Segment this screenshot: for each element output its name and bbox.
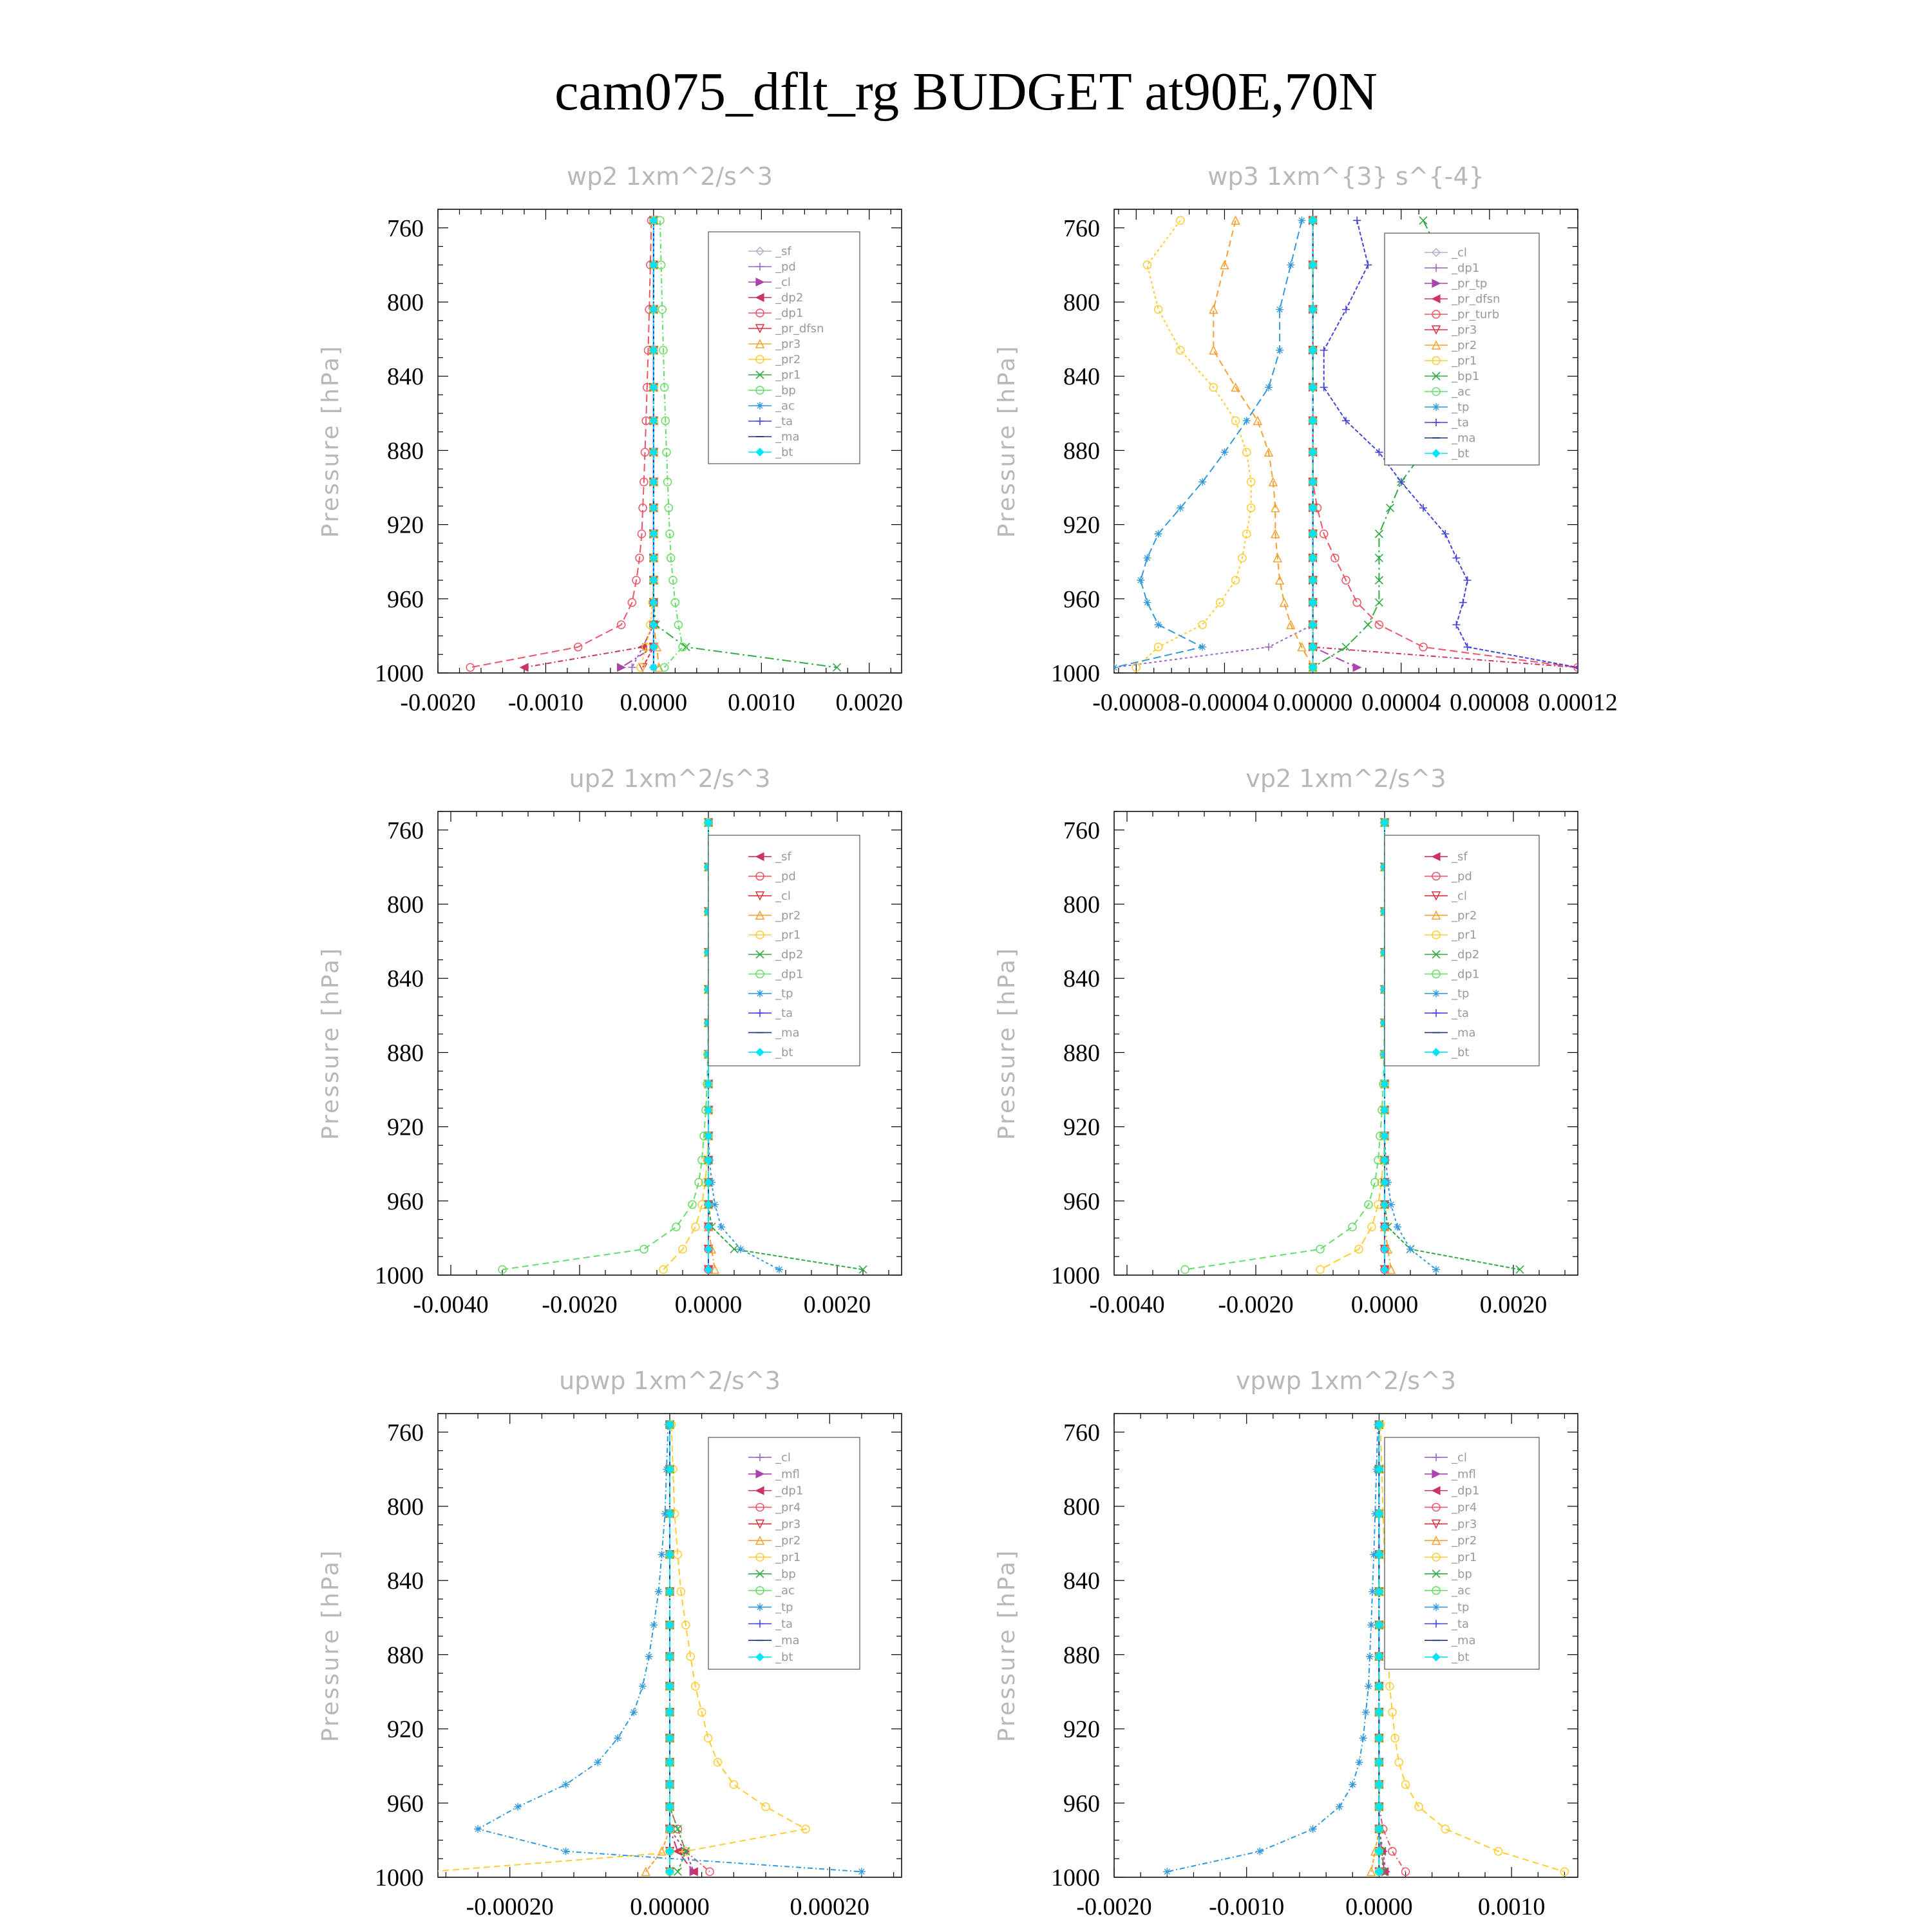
legend-label: _pr3	[1452, 1517, 1477, 1531]
data-point	[1276, 306, 1283, 314]
x-tick-label: -0.00008	[1092, 689, 1180, 716]
data-point	[1394, 1223, 1401, 1231]
data-point	[858, 1868, 866, 1875]
data-point	[1110, 663, 1118, 671]
data-point	[1365, 1682, 1372, 1690]
legend-label: _pr_dfsn	[775, 322, 824, 336]
y-tick-label: 800	[387, 289, 424, 316]
y-tick-label: 960	[387, 585, 424, 613]
y-tick-label: 960	[387, 1790, 424, 1817]
x-tick-label: -0.0020	[400, 689, 476, 716]
y-tick-label: 800	[387, 891, 424, 918]
series-dp1	[1110, 216, 1317, 671]
y-tick-label: 760	[1063, 214, 1100, 242]
data-point	[730, 1781, 737, 1788]
data-point	[630, 1709, 638, 1716]
panel-title: upwp 1xm^2/s^3	[559, 1367, 781, 1395]
data-point	[1366, 1653, 1374, 1660]
figure-title: cam075_dflt_rg BUDGET at90E,70N	[554, 62, 1378, 122]
legend-label: _tp	[775, 1600, 793, 1615]
data-point	[1353, 663, 1361, 671]
series-tp	[1110, 216, 1305, 671]
legend-label: _dp2	[1452, 948, 1480, 961]
series-bt	[1309, 216, 1317, 671]
data-point	[1298, 216, 1305, 224]
series-line	[1167, 1425, 1378, 1871]
legend-label: _mfl	[1452, 1467, 1476, 1481]
series-line	[502, 822, 708, 1269]
legend-label: _cl	[1452, 889, 1467, 903]
data-point	[650, 1621, 658, 1629]
y-tick-label: 960	[387, 1188, 424, 1215]
y-tick-label: 800	[1063, 1493, 1100, 1520]
y-tick-label: 960	[1063, 1790, 1100, 1817]
legend	[1385, 1437, 1539, 1669]
data-point	[1181, 1265, 1189, 1273]
legend-label: _tp	[775, 987, 793, 1001]
legend-label: _pr1	[1452, 928, 1477, 942]
legend-label: _pr2	[1452, 1534, 1477, 1548]
data-point	[1452, 621, 1460, 629]
y-tick-label: 760	[387, 1419, 424, 1446]
legend-label: _ma	[775, 430, 800, 444]
series-line	[1136, 220, 1251, 667]
y-tick-label: 880	[1063, 1642, 1100, 1669]
legend-label: _ta	[775, 415, 793, 428]
data-point	[1256, 1848, 1264, 1855]
legend-label: _ma	[1452, 1634, 1476, 1648]
legend-label: _sf	[775, 850, 791, 864]
legend-label: _pr2	[1452, 909, 1477, 923]
series-bp	[656, 216, 687, 671]
data-point	[1452, 554, 1460, 562]
data-point	[1243, 417, 1251, 424]
legend-label: _pr1	[1452, 1551, 1477, 1564]
legend-label: _pr1	[775, 368, 801, 382]
legend	[708, 835, 860, 1066]
legend-label: _dp1	[775, 1484, 804, 1498]
y-axis-label: Pressure [hPa]	[994, 344, 1020, 538]
legend-label: _cl	[1452, 246, 1467, 260]
x-tick-label: 0.00012	[1538, 689, 1618, 716]
x-tick-label: 0.00020	[790, 1893, 870, 1920]
y-tick-label: 920	[1063, 511, 1100, 539]
legend-label: _ma	[1452, 431, 1476, 445]
legend-label: _pd	[1452, 869, 1472, 884]
data-point	[1316, 1245, 1324, 1253]
y-axis-label: Pressure [hPa]	[317, 344, 344, 538]
legend-label: _pd	[775, 260, 796, 274]
x-tick-label: -0.0040	[1089, 1291, 1165, 1318]
x-tick-label: -0.0040	[413, 1291, 489, 1318]
data-point	[1353, 599, 1361, 607]
x-tick-label: 0.00008	[1450, 689, 1530, 716]
x-tick-label: 0.0020	[835, 689, 904, 716]
data-point	[1406, 1245, 1414, 1253]
y-tick-label: 840	[1063, 1567, 1100, 1595]
data-point	[1198, 621, 1206, 629]
legend	[1385, 233, 1539, 465]
data-point	[628, 663, 636, 671]
legend-label: _dp1	[1452, 261, 1480, 275]
legend-label: _cl	[775, 276, 791, 289]
data-point	[1336, 1803, 1343, 1811]
x-tick-label: 0.0000	[620, 689, 688, 716]
data-point	[618, 663, 625, 671]
legend-label: _bp	[1452, 1567, 1472, 1581]
y-tick-label: 1000	[1051, 1864, 1100, 1891]
data-point	[1155, 530, 1162, 538]
data-point	[1368, 1223, 1376, 1231]
data-point	[1464, 643, 1472, 651]
y-tick-label: 880	[1063, 1039, 1100, 1067]
legend-label: _bt	[1452, 1045, 1470, 1059]
legend-marker	[1432, 990, 1440, 998]
data-point	[1432, 1265, 1440, 1273]
legend-label: _dp1	[1452, 1484, 1480, 1498]
chart-panel-2	[994, 162, 1618, 716]
x-tick-label: 0.0010	[1477, 1893, 1546, 1920]
legend-label: _ta	[775, 1007, 793, 1021]
x-tick-label: -0.0020	[1076, 1893, 1152, 1920]
data-point	[562, 1848, 570, 1855]
y-tick-label: 840	[387, 965, 424, 993]
legend-label: _ma	[775, 1634, 800, 1648]
data-point	[658, 1551, 666, 1558]
legend-label: _ta	[1452, 1617, 1470, 1631]
x-tick-label: 0.0000	[1345, 1893, 1413, 1920]
y-tick-label: 840	[1063, 965, 1100, 993]
data-point	[1419, 643, 1427, 651]
data-point	[1143, 599, 1151, 607]
data-point	[1163, 1868, 1171, 1875]
legend-label: _ta	[1452, 416, 1470, 430]
data-point	[672, 1223, 680, 1231]
data-point	[426, 1868, 434, 1875]
y-tick-label: 1000	[375, 1864, 424, 1891]
y-tick-label: 760	[1063, 1419, 1100, 1446]
legend	[708, 1437, 860, 1669]
y-tick-label: 880	[387, 1039, 424, 1067]
series-line	[470, 220, 651, 667]
legend-label: _cl	[775, 1450, 791, 1464]
legend-label: _bt	[1452, 1651, 1470, 1665]
y-tick-label: 800	[1063, 289, 1100, 316]
legend-marker	[756, 990, 764, 998]
data-point	[474, 1825, 482, 1833]
data-point	[1364, 261, 1372, 269]
legend-label: _dp2	[775, 291, 804, 305]
data-point	[1320, 346, 1328, 354]
series-bt	[650, 216, 658, 671]
data-point	[514, 1803, 522, 1811]
y-axis-label: Pressure [hPa]	[317, 946, 344, 1141]
x-tick-label: -0.0020	[1218, 1291, 1294, 1318]
legend-label: _ac	[1452, 1584, 1471, 1598]
legend-label: _pr2	[775, 909, 801, 923]
data-point	[1464, 576, 1472, 584]
legend	[1385, 835, 1539, 1066]
series-line	[1114, 220, 1302, 667]
legend-label: _ma	[1452, 1026, 1476, 1040]
legend-label: _pd	[775, 869, 796, 884]
data-point	[674, 1825, 681, 1833]
chart-panel-3	[317, 764, 902, 1318]
legend-label: _bt	[775, 1045, 793, 1059]
data-point	[640, 1245, 648, 1253]
y-axis-label: Pressure [hPa]	[994, 1548, 1020, 1743]
data-point	[1349, 1781, 1356, 1788]
legend-label: _tp	[1452, 401, 1470, 414]
x-tick-label: -0.0010	[507, 689, 584, 716]
chart-panel-6	[994, 1367, 1578, 1920]
series-pr1	[1316, 819, 1388, 1273]
y-tick-label: 920	[1063, 1716, 1100, 1743]
x-tick-label: 0.0020	[1479, 1291, 1548, 1318]
legend-label: _bp	[775, 1567, 796, 1581]
data-point	[775, 1265, 783, 1273]
series-line	[670, 1425, 710, 1871]
data-point	[1342, 306, 1350, 314]
series-pr2	[1209, 216, 1316, 671]
data-point	[1177, 504, 1184, 512]
data-point	[1459, 599, 1467, 607]
legend	[708, 232, 860, 464]
y-axis-label: Pressure [hPa]	[994, 946, 1020, 1141]
y-tick-label: 920	[387, 511, 424, 539]
series-line	[524, 220, 654, 667]
series-dp1	[466, 216, 655, 671]
data-point	[1309, 1825, 1317, 1833]
data-point	[1388, 1848, 1396, 1855]
data-point	[717, 1223, 725, 1231]
x-tick-label: -0.0020	[542, 1291, 618, 1318]
legend-label: _ac	[775, 1584, 795, 1598]
data-point	[1353, 216, 1361, 224]
data-point	[1198, 478, 1206, 486]
x-tick-label: 0.0020	[803, 1291, 871, 1318]
data-point	[655, 1587, 663, 1595]
legend-label: _bt	[775, 446, 793, 459]
x-tick-label: -0.0010	[1209, 1893, 1285, 1920]
y-tick-label: 880	[1063, 437, 1100, 465]
data-point	[1316, 1265, 1324, 1273]
legend-marker	[756, 1604, 764, 1611]
series-line	[1313, 220, 1358, 667]
x-tick-label: -0.00004	[1180, 689, 1269, 716]
legend-label: _pr1	[775, 928, 801, 942]
legend-label: _dp1	[775, 967, 804, 981]
y-tick-label: 1000	[375, 1262, 424, 1289]
legend-label: _bp1	[1452, 370, 1480, 383]
legend-label: _mfl	[775, 1467, 800, 1481]
x-tick-label: 0.0010	[728, 689, 795, 716]
data-point	[1220, 448, 1228, 456]
data-point	[1441, 1825, 1449, 1833]
data-point	[562, 1781, 570, 1788]
panel-title: wp2 1xm^2/s^3	[567, 162, 773, 191]
legend-label: _cl	[775, 889, 791, 903]
legend-label: _pr_tp	[1452, 277, 1488, 290]
chart-panel-5	[317, 1367, 902, 1920]
y-tick-label: 840	[387, 1567, 424, 1595]
data-point	[1342, 643, 1350, 651]
data-point	[1349, 1223, 1356, 1231]
data-point	[1375, 530, 1383, 538]
legend-marker	[756, 402, 764, 410]
panel-title: vp2 1xm^2/s^3	[1245, 764, 1446, 793]
data-point	[1198, 643, 1206, 651]
legend-label: _cl	[1452, 1450, 1467, 1464]
x-tick-label: -0.00020	[466, 1893, 554, 1920]
legend-label: _pr4	[775, 1501, 801, 1515]
legend-label: _ac	[775, 399, 795, 413]
data-point	[1356, 1758, 1363, 1766]
series-line	[1185, 822, 1385, 1269]
data-point	[1287, 261, 1294, 269]
series-line	[663, 822, 708, 1269]
legend-label: _tp	[1452, 1600, 1470, 1615]
legend-marker	[1432, 403, 1440, 411]
legend-label: _ac	[1452, 385, 1471, 399]
legend-label: _sf	[775, 245, 791, 258]
legend-label: _pr2	[775, 1534, 801, 1548]
y-tick-label: 920	[387, 1716, 424, 1743]
data-point	[762, 1803, 770, 1811]
y-tick-label: 960	[1063, 585, 1100, 613]
legend-marker	[1432, 1604, 1440, 1611]
y-tick-label: 1000	[1051, 1262, 1100, 1289]
data-point	[1177, 346, 1184, 354]
legend-label: _pr3	[775, 337, 801, 351]
x-tick-label: 0.00000	[630, 1893, 710, 1920]
chart-panels	[317, 162, 1618, 1920]
y-tick-label: 800	[387, 1493, 424, 1520]
x-tick-label: 0.0000	[674, 1291, 743, 1318]
y-tick-label: 880	[387, 1642, 424, 1669]
y-tick-label: 960	[1063, 1188, 1100, 1215]
y-tick-label: 800	[1063, 891, 1100, 918]
y-tick-label: 880	[387, 437, 424, 465]
data-point	[1143, 554, 1151, 562]
data-point	[1265, 383, 1273, 391]
data-point	[1419, 216, 1427, 224]
chart-panel-4	[994, 764, 1578, 1318]
x-tick-label: 0.00000	[1273, 689, 1353, 716]
panel-title: vpwp 1xm^2/s^3	[1235, 1367, 1457, 1395]
legend-label: _ta	[775, 1617, 793, 1631]
legend-label: _bt	[1452, 447, 1470, 460]
data-point	[1254, 417, 1262, 424]
legend-label: _sf	[1452, 850, 1468, 864]
y-tick-label: 840	[387, 363, 424, 391]
data-point	[1155, 621, 1162, 629]
data-point	[1375, 599, 1383, 607]
data-point	[1276, 346, 1283, 354]
data-point	[639, 1682, 647, 1690]
x-tick-label: 0.00004	[1361, 689, 1441, 716]
y-tick-label: 840	[1063, 363, 1100, 391]
legend-label: _bp	[775, 384, 796, 397]
legend-label: _ma	[775, 1026, 800, 1040]
data-point	[1362, 1709, 1370, 1716]
legend-label: _dp1	[775, 307, 804, 320]
x-tick-label: 0.0000	[1350, 1291, 1419, 1318]
y-axis-label: Pressure [hPa]	[317, 1548, 344, 1743]
data-point	[645, 1653, 653, 1660]
panel-title: up2 1xm^2/s^3	[569, 764, 771, 793]
series-tp	[1163, 1421, 1381, 1875]
legend-label: _pr2	[775, 353, 801, 366]
legend-label: _dp2	[775, 948, 804, 961]
y-tick-label: 1000	[375, 660, 424, 687]
data-point	[594, 1758, 601, 1766]
y-tick-label: 920	[1063, 1113, 1100, 1141]
data-point	[1137, 576, 1144, 584]
y-tick-label: 760	[387, 214, 424, 242]
data-point	[674, 1868, 681, 1875]
legend-label: _dp1	[1452, 967, 1480, 981]
series-line	[1213, 220, 1312, 667]
series-dp2	[520, 216, 658, 671]
y-tick-label: 920	[387, 1113, 424, 1141]
data-point	[1320, 383, 1328, 391]
data-point	[1232, 576, 1240, 584]
legend-label: _pr_dfsn	[1452, 292, 1501, 306]
series-dp1	[498, 819, 712, 1273]
legend-label: _pr1	[775, 1551, 801, 1564]
legend-label: _pr3	[775, 1517, 801, 1531]
data-point	[1367, 1621, 1375, 1629]
y-tick-label: 760	[387, 817, 424, 844]
legend-label: _pr1	[1452, 354, 1477, 368]
data-point	[1265, 643, 1273, 651]
legend-label: _pr_turb	[1452, 308, 1500, 321]
data-point	[1387, 504, 1394, 512]
panel-title: wp3 1xm^{3} s^{-4}	[1208, 162, 1484, 191]
legend-label: _pr4	[1452, 1501, 1477, 1515]
chart-panel-1	[317, 162, 903, 716]
legend-label: _tp	[1452, 987, 1470, 1001]
legend-label: _ta	[1452, 1007, 1470, 1021]
series-pr1	[1132, 216, 1255, 671]
data-point	[1364, 621, 1372, 629]
data-point	[692, 1223, 699, 1231]
y-tick-label: 1000	[1051, 660, 1100, 687]
legend-label: _bt	[775, 1651, 793, 1665]
legend-label: _pr2	[1452, 339, 1477, 352]
legend-label: _pr3	[1452, 323, 1477, 337]
data-point	[614, 1734, 621, 1742]
y-tick-label: 760	[1063, 817, 1100, 844]
series-dp1	[1181, 819, 1388, 1273]
data-point	[1359, 1734, 1367, 1742]
data-point	[737, 1245, 744, 1253]
